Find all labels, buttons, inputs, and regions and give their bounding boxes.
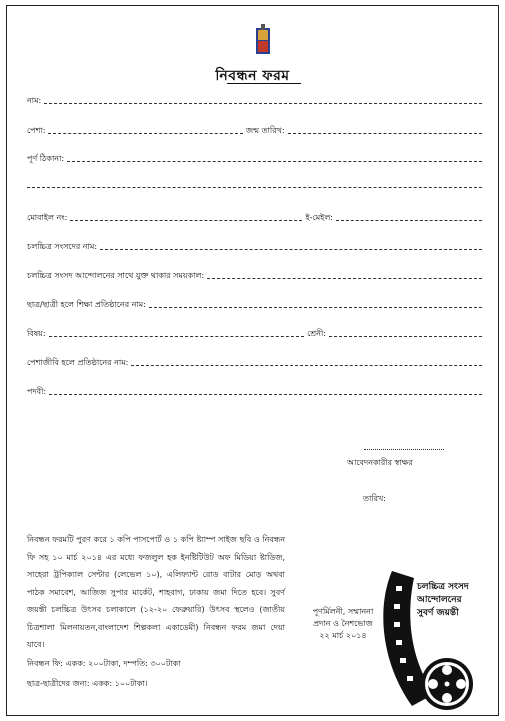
dob-label: জন্ম তারিখ: bbox=[245, 126, 285, 135]
employer-label: পেশাজীবি হলে প্রতিষ্ঠানের নাম: bbox=[27, 358, 129, 367]
date-label: তারিখ: bbox=[363, 494, 386, 503]
title-underline bbox=[227, 83, 301, 84]
event-info bbox=[307, 606, 379, 642]
occupation-field[interactable] bbox=[48, 133, 242, 134]
event-line-1: পূণর্মিলনী, সম্মাননা bbox=[312, 607, 374, 616]
address-label: পূর্ণ ঠিকানা: bbox=[27, 154, 65, 163]
duration-label: চলচ্চিত্র সংসদ আন্দোলনের সাথে যুক্ত থাকার সময়কাল: bbox=[27, 271, 205, 280]
signature-label: আবেদনকারীর স্বাক্ষর bbox=[347, 458, 413, 467]
occupation-row bbox=[27, 122, 482, 136]
institution-row bbox=[27, 296, 482, 310]
employer-row bbox=[27, 354, 482, 368]
address-row bbox=[27, 150, 482, 164]
film-society-field[interactable] bbox=[100, 249, 482, 250]
festival-title-line-3: সুবর্ণ জয়ন্তী bbox=[417, 608, 459, 618]
logo-icon bbox=[256, 24, 270, 56]
duration-row bbox=[27, 267, 482, 281]
mobile-field[interactable] bbox=[70, 220, 302, 221]
mobile-label: মোবাইল নং: bbox=[27, 213, 68, 222]
contact-row bbox=[27, 209, 482, 223]
occupation-label: পেশা: bbox=[27, 126, 46, 135]
employer-field[interactable] bbox=[131, 365, 482, 366]
class-field[interactable] bbox=[329, 336, 482, 337]
fee-line-1: নিবন্ধন ফি: একক: ২০০টাকা, দম্পতি: ৩০০টাকা bbox=[27, 659, 181, 668]
film-society-row bbox=[27, 238, 482, 252]
dob-field[interactable] bbox=[288, 133, 482, 134]
event-line-2: প্রদান ও নৈশভোজ bbox=[313, 619, 373, 628]
designation-field[interactable] bbox=[49, 394, 482, 395]
address-field-line2[interactable] bbox=[27, 187, 482, 188]
subject-label: বিষয়: bbox=[27, 329, 46, 338]
email-label: ই-মেইল: bbox=[305, 213, 333, 222]
subject-row bbox=[27, 325, 482, 339]
designation-label: পদবী: bbox=[27, 387, 47, 396]
duration-field[interactable] bbox=[207, 278, 482, 279]
festival-title-line-2: আন্দোলনের bbox=[417, 595, 462, 605]
instructions-text: নিবন্ধন ফরমটি পুরণ করে ১ কপি পাসপোর্ট ও ১ কপি ষ্ট্যাম্প সাইজ ছবি ও নিবন্ধন ফি সহ ১০ মার্চ ২০১৪ এর মধ্যে ফজলুল হক ইনষ্টিটিউট অফ মিডিয়া ষ্টাডিজ, সাহেরা ট্রপিক্যাল সেন্টার (লেভেল ১০), এলিফ্যান্ট রোড বাটার মোড় অথবা পাঠক সমাবেশ, আজিজ সুপার মার্কেট, শাহবাগ, ঢাকায় জমা দিতে হবে। সুবর্ণ জয়ন্তী চলচ্চিত্র উৎসব চলাকালে (১২-২০ ফেব্রুয়ারি) উৎসব স্থলেও (জাতীয় চিত্রশালা মিলনায়তন,বাংলাদেশ শিল্পকলা একাডেমী) নিবন্ধন ফরম জমা দেয়া যাবে। bbox=[27, 535, 285, 649]
signature-field[interactable] bbox=[364, 449, 444, 450]
institution-label: ছাত্র/ছাত্রী হলে শিক্ষা প্রতিষ্ঠানের নাম: bbox=[27, 300, 146, 309]
address-field[interactable] bbox=[67, 161, 482, 162]
festival-title-line-1: চলচ্চিত্র সংসদ bbox=[417, 582, 469, 592]
email-field[interactable] bbox=[336, 220, 482, 221]
name-label: নাম: bbox=[27, 96, 42, 105]
institution-field[interactable] bbox=[149, 307, 482, 308]
festival-title bbox=[417, 581, 499, 620]
name-row bbox=[27, 92, 482, 106]
registration-form bbox=[6, 5, 499, 716]
fee-line-2: ছাত্র-ছাত্রীদের জন্য: একক: ১০০টাকা। bbox=[27, 679, 148, 688]
name-field[interactable] bbox=[44, 103, 482, 104]
film-society-label: চলচ্চিত্র সংসদের নাম: bbox=[27, 242, 98, 251]
designation-row bbox=[27, 383, 482, 397]
subject-field[interactable] bbox=[49, 336, 305, 337]
form-title: নিবন্ধন ফরম bbox=[215, 68, 290, 84]
class-label: শ্রেনী: bbox=[307, 329, 326, 338]
event-date: ২২ মার্চ ২০১৪ bbox=[319, 631, 367, 640]
